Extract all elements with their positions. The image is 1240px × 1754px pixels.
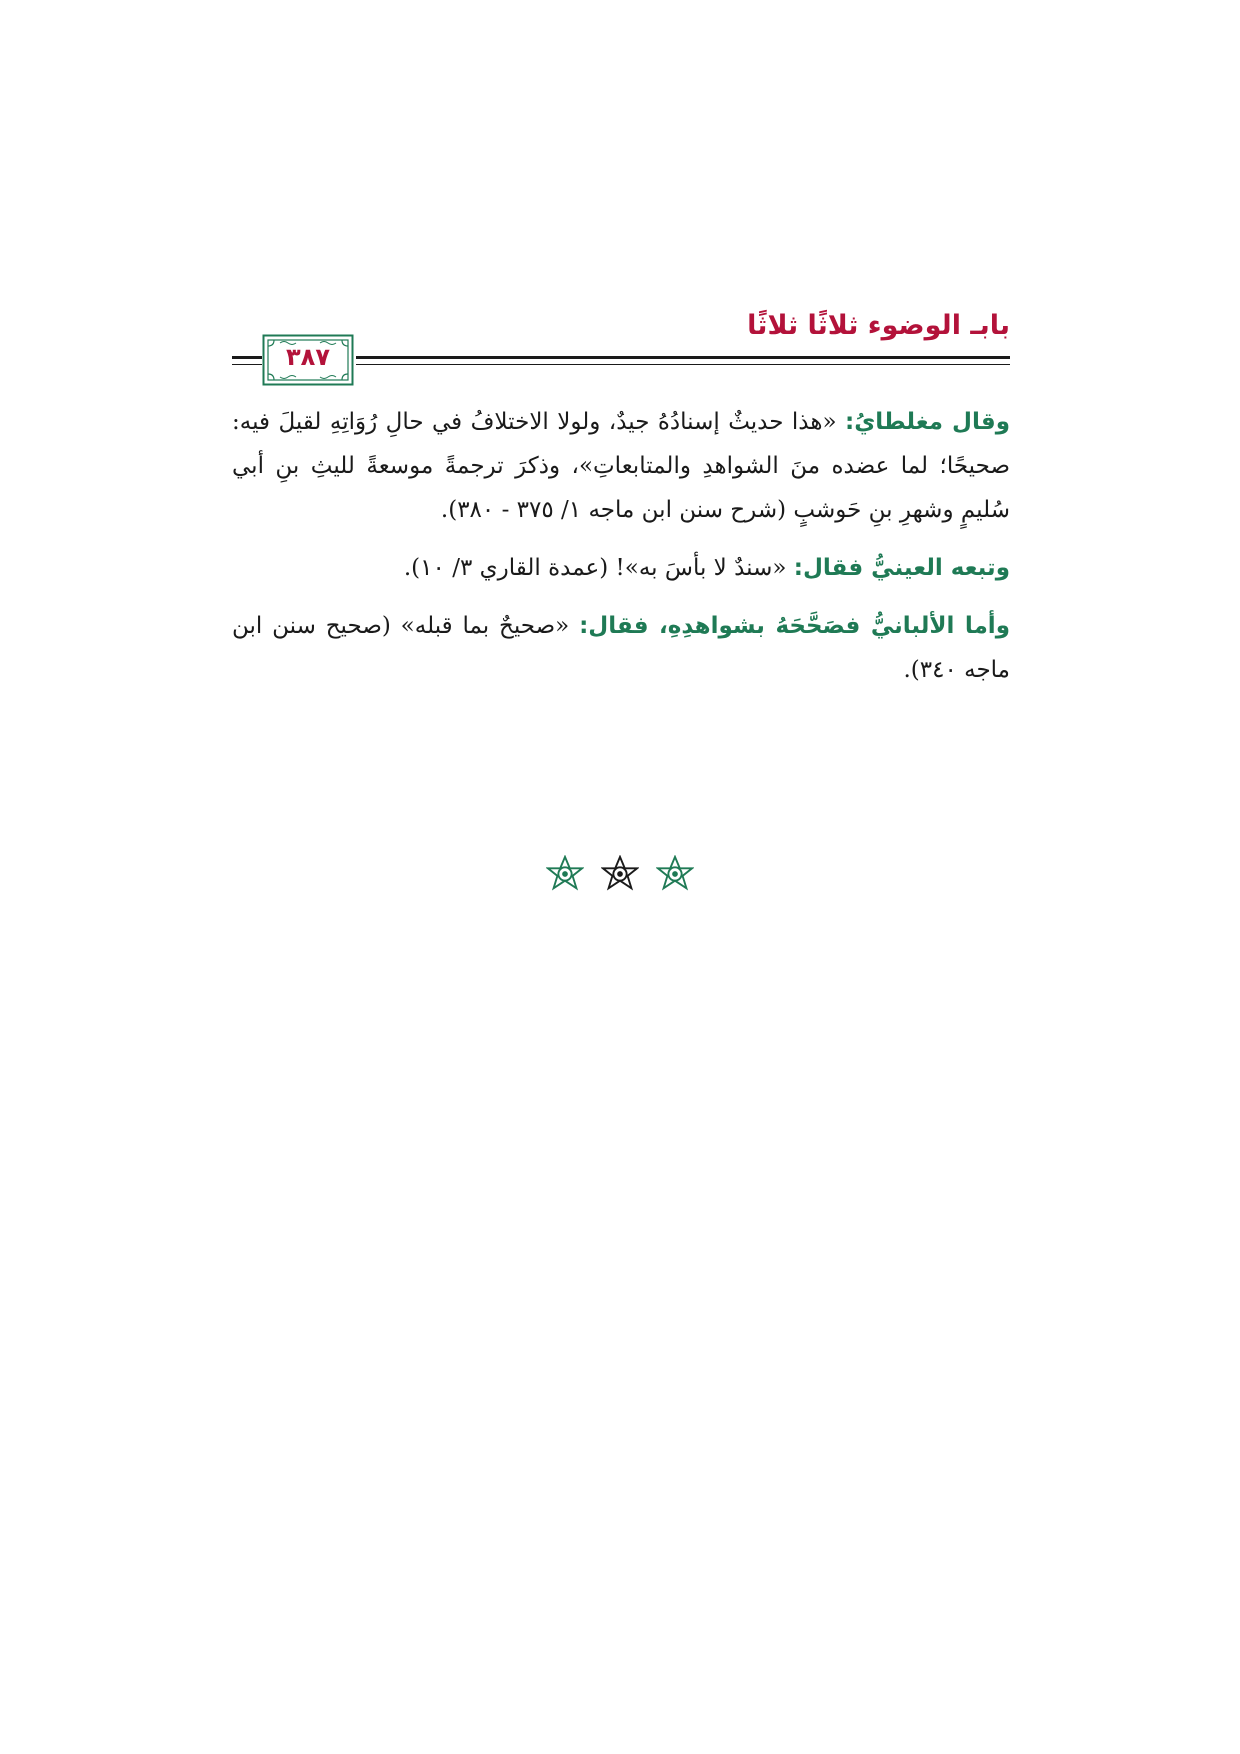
paragraph-text: «سندٌ لا بأسَ به»! (عمدة القاري ٣/ ١٠). bbox=[403, 555, 794, 581]
header-rule-left-bottom bbox=[232, 364, 262, 365]
paragraph-text: «هذا حديثٌ إسنادُهُ جيدٌ، ولولا الاختلافُ في حالِ رُوَاتِهِ لقيلَ فيه: صحيحًا؛ لما عضده منَ الشواهدِ والمتابعاتِ»، وذكرَ ترجمةً موسعةً لليثِ بنِ أبي سُليمٍ وشهرِ بنِ حَوشبٍ (شرح سنن ابن ماجه ١/ ٣٧٥ - ٣٨٠). bbox=[232, 409, 1010, 523]
paragraph-mughaltay bbox=[232, 400, 1010, 532]
paragraph-aini bbox=[232, 546, 1010, 590]
flower-ornament-icon bbox=[656, 855, 694, 897]
speaker-label: وتبعه العينيُّ فقال: bbox=[793, 555, 1010, 581]
flower-ornament-icon bbox=[601, 855, 639, 897]
chapter-title: بابـ الوضوء ثلاثًا ثلاثًا bbox=[747, 310, 1010, 341]
flower-ornament-icon bbox=[546, 855, 584, 897]
header-rule-right-bottom bbox=[356, 364, 1010, 365]
section-separator bbox=[0, 855, 1240, 897]
header-rule-left-top bbox=[232, 356, 262, 359]
main-text bbox=[232, 400, 1010, 706]
speaker-label: وأما الألبانيُّ فصَحَّحَهُ بشواهدِهِ، فقال: bbox=[579, 613, 1010, 639]
paragraph-text: «صحيحٌ بما قبله» (صحيح سنن ابن ماجه ٣٤٠). bbox=[232, 613, 1010, 683]
speaker-label: وقال مغلطايُ: bbox=[845, 409, 1011, 435]
page-number-badge bbox=[262, 334, 354, 386]
page-header bbox=[232, 310, 1010, 390]
header-rule-right-top bbox=[356, 356, 1010, 359]
paragraph-albani bbox=[232, 604, 1010, 692]
page-number: ٣٨٧ bbox=[286, 343, 330, 371]
